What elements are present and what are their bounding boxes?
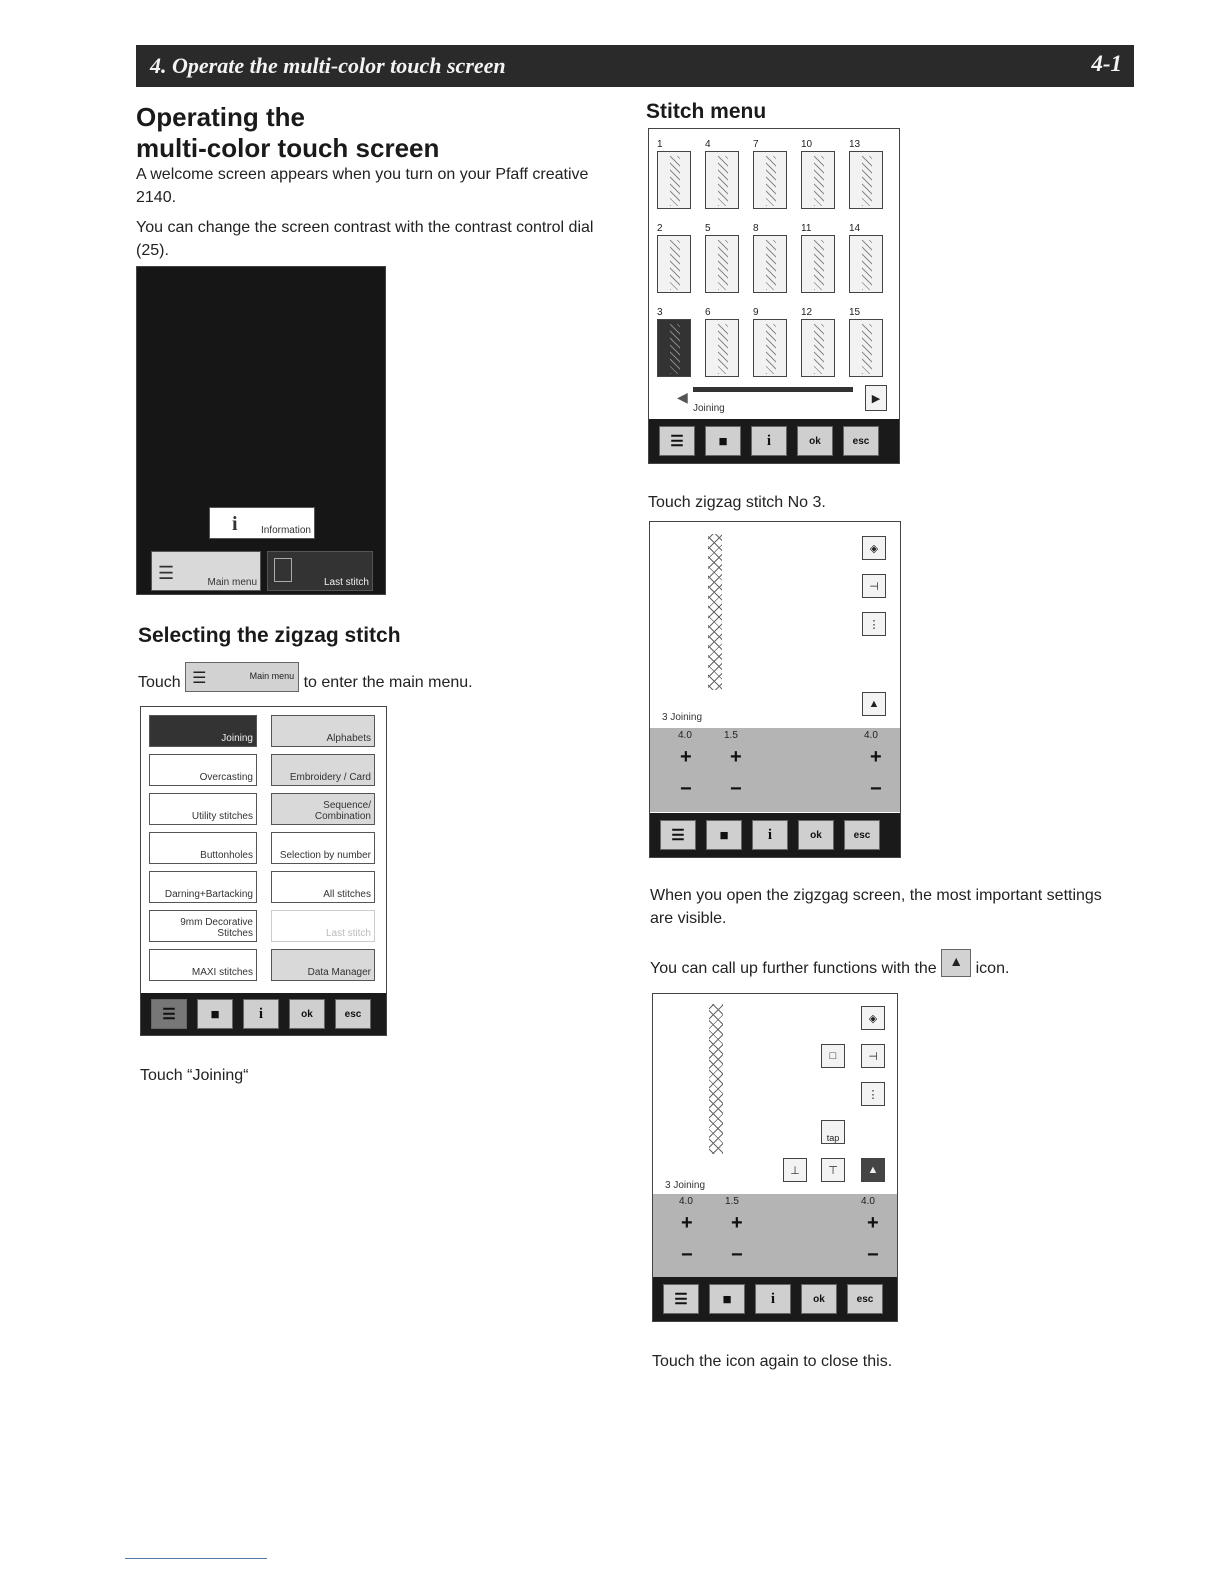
stitch-number: 2: [657, 223, 663, 234]
width-plus-icon[interactable]: +: [680, 746, 692, 768]
tension-plus-icon[interactable]: +: [870, 746, 882, 768]
ok-icon[interactable]: ok: [798, 820, 834, 850]
zigzag-expanded-screen: [652, 993, 898, 1322]
stitch-pattern-icon: [670, 156, 680, 206]
stitch-pattern-icon: [814, 324, 824, 374]
camera-icon[interactable]: ■: [197, 999, 233, 1029]
stitch-length-value: 1.5: [725, 1196, 739, 1207]
width-plus-icon[interactable]: +: [681, 1212, 693, 1234]
stitch-pattern-icon: [766, 156, 776, 206]
stitch-number: 9: [753, 307, 759, 318]
length-plus-icon[interactable]: +: [730, 746, 742, 768]
stitch-tile[interactable]: [849, 151, 883, 209]
info-icon[interactable]: i: [755, 1284, 791, 1314]
category-label: Joining: [693, 403, 725, 414]
buttonholes-button[interactable]: Buttonholes: [149, 832, 257, 864]
stitch-tile[interactable]: [849, 319, 883, 377]
stitch-pattern-icon: [862, 324, 872, 374]
decorative-stitches-button[interactable]: 9mm Decorative Stitches: [149, 910, 257, 942]
stitch-length-icon[interactable]: ⊥: [783, 1158, 807, 1182]
darning-bartacking-button[interactable]: Darning+Bartacking: [149, 871, 257, 903]
stitch-number: 11: [801, 223, 812, 234]
bottom-toolbar: [653, 1277, 897, 1321]
menu-icon: ☰: [192, 670, 207, 687]
length-minus-icon[interactable]: −: [731, 1244, 743, 1266]
stitch-label: 3 Joining: [665, 1180, 706, 1191]
stitch-number: 15: [849, 307, 861, 318]
section-heading-zigzag: Selecting the zigzag stitch: [138, 624, 401, 647]
stitch-number: 12: [801, 307, 813, 318]
info-icon[interactable]: i: [243, 999, 279, 1029]
tap-button[interactable]: tap: [821, 1120, 845, 1144]
sequence-combination-button[interactable]: Sequence/ Combination: [271, 793, 375, 825]
ok-icon[interactable]: ok: [289, 999, 325, 1029]
stitch-icon: [274, 558, 292, 582]
ok-icon[interactable]: ok: [801, 1284, 837, 1314]
camera-icon[interactable]: ■: [706, 820, 742, 850]
last-stitch-menu-button[interactable]: Last stitch: [271, 910, 375, 942]
zigzag-paragraph: When you open the zigzgag screen, the most important settings are visible.: [650, 887, 1102, 927]
stitch-pattern-icon: [718, 240, 728, 290]
settings-panel: [653, 1194, 897, 1278]
length-minus-icon[interactable]: −: [730, 778, 742, 800]
needle-position-icon[interactable]: ◈: [862, 536, 886, 560]
stitch-pattern-icon: [766, 240, 776, 290]
stitch-pattern-icon: [766, 324, 776, 374]
stitch-number: 10: [801, 139, 813, 150]
stitch-length-value: 1.5: [724, 730, 738, 741]
overcasting-button[interactable]: Overcasting: [149, 754, 257, 786]
all-stitches-button[interactable]: All stitches: [271, 871, 375, 903]
tension-value: 4.0: [864, 730, 878, 741]
embroidery-card-button[interactable]: Embroidery / Card: [271, 754, 375, 786]
alphabets-button[interactable]: Alphabets: [271, 715, 375, 747]
stitch-tile[interactable]: [801, 319, 835, 377]
main-menu-inline-icon: ☰ Main menu: [185, 662, 299, 692]
width-minus-icon[interactable]: −: [680, 778, 692, 800]
stitch-number: 4: [705, 139, 711, 150]
stitch-tile[interactable]: [753, 319, 787, 377]
scroll-left-icon[interactable]: ◀: [677, 389, 688, 405]
stitch-number: 13: [849, 139, 861, 150]
mirror-icon[interactable]: ⊣: [862, 574, 886, 598]
more-functions-paragraph: You can call up further functions with the ▲ icon.: [650, 955, 1120, 983]
bottom-toolbar: [650, 813, 900, 857]
maxi-stitches-button[interactable]: MAXI stitches: [149, 949, 257, 981]
stitch-tile[interactable]: [657, 319, 691, 377]
settings-panel: [650, 728, 900, 812]
stitch-width-value: 4.0: [678, 730, 692, 741]
zigzag-stitch-preview: [709, 1004, 723, 1154]
tension-minus-icon[interactable]: −: [870, 778, 882, 800]
joining-button[interactable]: Joining: [149, 715, 257, 747]
intro-paragraph: A welcome screen appears when you turn on your Pfaff creative 2140.: [136, 166, 589, 206]
touch-instruction: Touch ☰ Main menu to enter the main menu.: [138, 668, 558, 698]
stitch-pattern-icon: [814, 156, 824, 206]
caption-zigzag: Touch zigzag stitch No 3.: [648, 494, 826, 511]
ok-icon[interactable]: ok: [797, 426, 833, 456]
caption-joining: Touch “Joining“: [140, 1067, 249, 1084]
stitch-tile[interactable]: [753, 235, 787, 293]
scroll-bar[interactable]: [693, 387, 853, 392]
welcome-screen: [136, 266, 386, 595]
menu-icon[interactable]: ☰: [659, 426, 695, 456]
stitch-density-icon[interactable]: ⋮: [862, 612, 886, 636]
stitch-density-icon[interactable]: ⋮: [861, 1082, 885, 1106]
mirror-icon[interactable]: ⊣: [861, 1044, 885, 1068]
more-functions-icon: ▲: [941, 949, 971, 977]
selection-by-number-button[interactable]: Selection by number: [271, 832, 375, 864]
stitch-menu-heading: Stitch menu: [646, 100, 767, 123]
more-functions-icon[interactable]: ▲: [862, 692, 886, 716]
zigzag-stitch-preview: [708, 534, 722, 690]
menu-icon[interactable]: ☰: [663, 1284, 699, 1314]
stitch-number: 14: [849, 223, 861, 234]
stitch-number: 3: [657, 307, 663, 318]
stitch-pattern-icon: [718, 324, 728, 374]
stitch-number: 6: [705, 307, 711, 318]
stitch-pattern-icon: [670, 324, 680, 374]
stitch-tile[interactable]: [849, 235, 883, 293]
page-heading: Operating the multi-color touch screen: [136, 102, 440, 163]
stitch-tile[interactable]: [705, 319, 739, 377]
tension-plus-icon[interactable]: +: [867, 1212, 879, 1234]
needle-stop-icon[interactable]: ⊤: [821, 1158, 845, 1182]
stitch-number: 8: [753, 223, 759, 234]
data-manager-button[interactable]: Data Manager: [271, 949, 375, 981]
footer-rule: [125, 1558, 267, 1559]
zigzag-screen: [649, 521, 901, 858]
info-icon[interactable]: i: [751, 426, 787, 456]
menu-icon: ☰: [158, 563, 175, 583]
stitch-label: 3 Joining: [662, 712, 703, 723]
stitch-pattern-icon: [670, 240, 680, 290]
header-bar: [136, 45, 1134, 87]
camera-icon[interactable]: ■: [709, 1284, 745, 1314]
menu-icon[interactable]: ☰: [660, 820, 696, 850]
width-minus-icon[interactable]: −: [681, 1244, 693, 1266]
more-functions-icon[interactable]: ▲: [861, 1158, 885, 1182]
stitch-pattern-icon: [862, 240, 872, 290]
stitch-tile[interactable]: [705, 235, 739, 293]
stitch-tile[interactable]: [657, 235, 691, 293]
bottom-toolbar: [141, 993, 386, 1035]
stitch-tile[interactable]: [753, 151, 787, 209]
stitch-tile[interactable]: [657, 151, 691, 209]
stitch-pattern-icon: [814, 240, 824, 290]
start-point-icon[interactable]: □: [821, 1044, 845, 1068]
camera-icon[interactable]: ■: [705, 426, 741, 456]
stitch-pattern-icon: [862, 156, 872, 206]
header-title: 4. Operate the multi-color touch screen: [150, 53, 506, 78]
caption-close: Touch the icon again to close this.: [652, 1353, 893, 1370]
stitch-number: 7: [753, 139, 759, 150]
stitch-number: 1: [657, 139, 663, 150]
scroll-right-icon[interactable]: ▶: [865, 385, 887, 411]
bottom-toolbar: [649, 419, 899, 463]
contrast-paragraph: You can change the screen contrast with the contrast control dial (25).: [136, 219, 594, 259]
stitch-tile[interactable]: [801, 235, 835, 293]
menu-icon[interactable]: ☰: [151, 999, 187, 1029]
page-number: 4-1: [1091, 51, 1122, 76]
esc-icon[interactable]: esc: [844, 820, 880, 850]
esc-icon[interactable]: esc: [847, 1284, 883, 1314]
last-stitch-button[interactable]: Last stitch: [267, 551, 373, 591]
stitch-tile[interactable]: [705, 151, 739, 209]
info-icon: i: [232, 513, 238, 535]
stitch-width-value: 4.0: [679, 1196, 693, 1207]
main-menu-screen: [140, 706, 387, 1036]
tension-value: 4.0: [861, 1196, 875, 1207]
stitch-pattern-icon: [718, 156, 728, 206]
length-plus-icon[interactable]: +: [731, 1212, 743, 1234]
stitch-menu-screen: [648, 128, 900, 464]
main-menu-button[interactable]: ☰ Main menu: [151, 551, 261, 591]
stitch-number: 5: [705, 223, 711, 234]
esc-icon[interactable]: esc: [335, 999, 371, 1029]
needle-position-icon[interactable]: ◈: [861, 1006, 885, 1030]
esc-icon[interactable]: esc: [843, 426, 879, 456]
utility-stitches-button[interactable]: Utility stitches: [149, 793, 257, 825]
info-icon[interactable]: i: [752, 820, 788, 850]
tension-minus-icon[interactable]: −: [867, 1244, 879, 1266]
information-button[interactable]: i Information: [209, 507, 315, 539]
stitch-tile[interactable]: [801, 151, 835, 209]
